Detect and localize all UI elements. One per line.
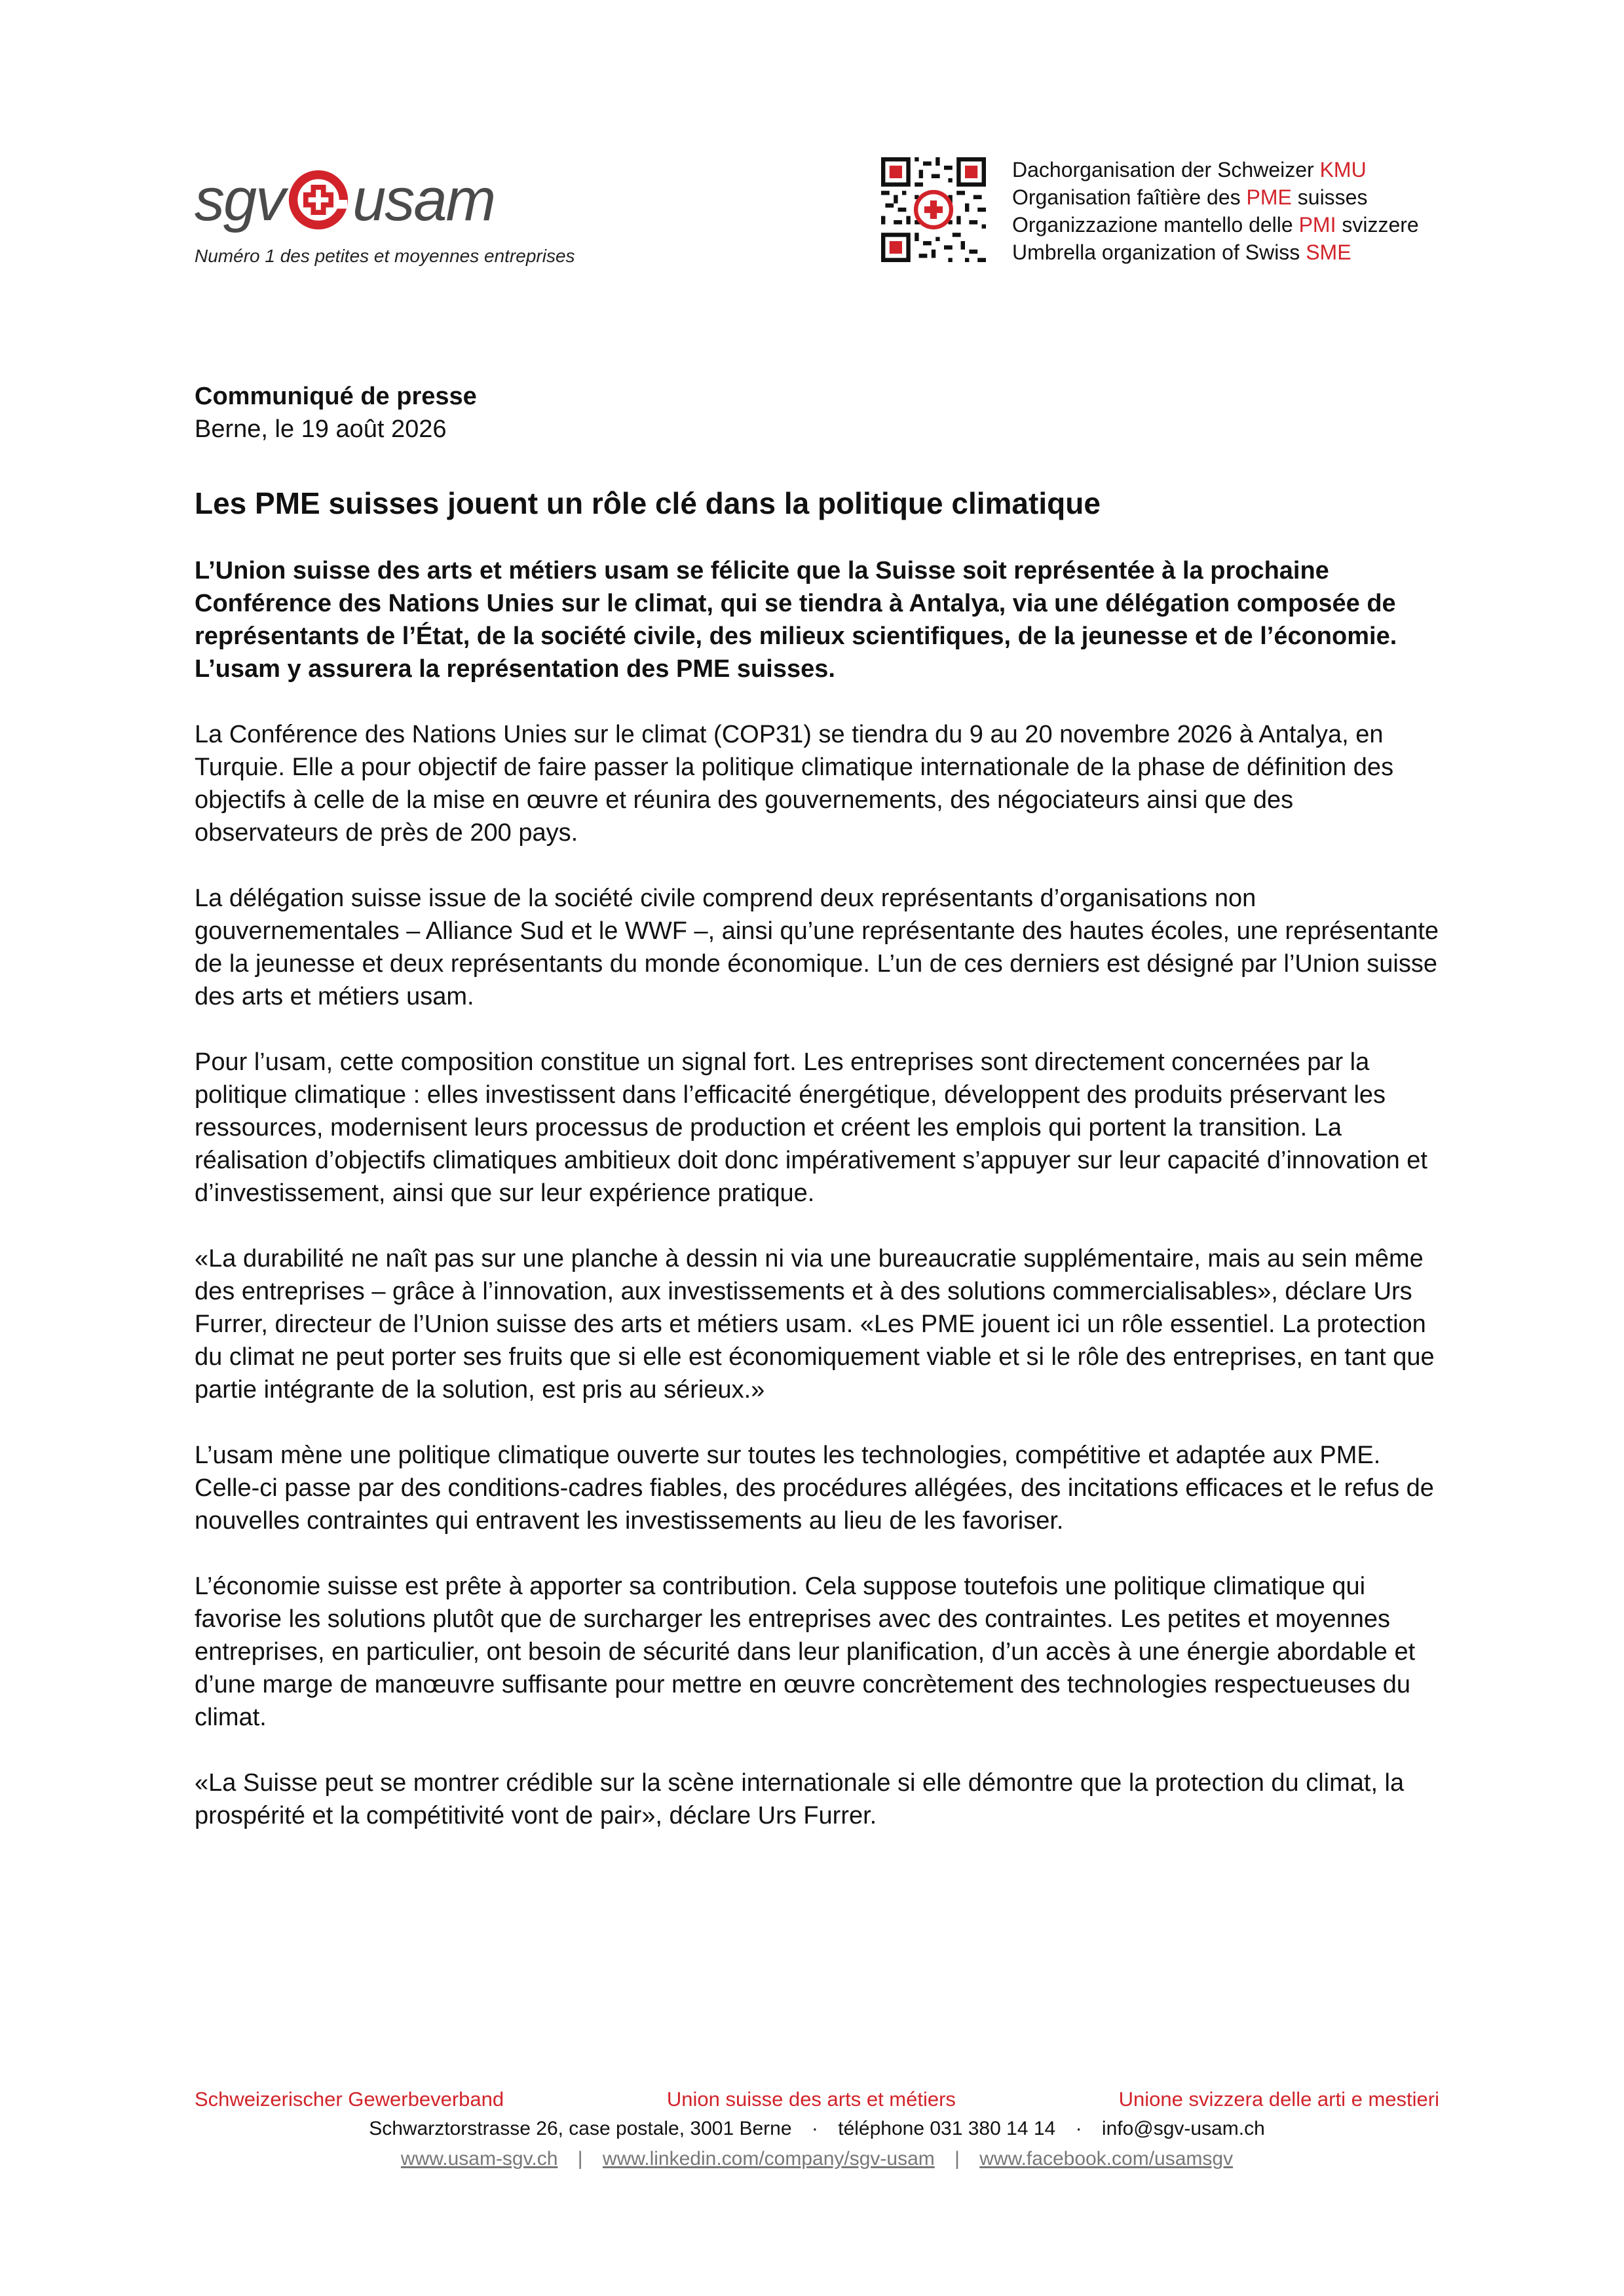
logo-wordmark: [195, 167, 495, 233]
swiss-cross-at-icon: [287, 168, 350, 231]
tagline: Numéro 1 des petites et moyennes entreprises: [195, 246, 575, 266]
footer-link-facebook[interactable]: www.facebook.com/usamsgv: [979, 2148, 1234, 2170]
dateline: Berne, le 19 août 2026: [195, 415, 447, 443]
footer-link-linkedin[interactable]: www.linkedin.com/company/sgv-usam: [602, 2148, 935, 2170]
footer-separator: ·: [1075, 2118, 1082, 2139]
usam-logo: [195, 167, 561, 246]
footer-org-de: Schweizerischer Gewerbeverband: [195, 2088, 504, 2111]
org-line-fr: Organisation faîtière des PME suisses: [1012, 185, 1368, 209]
body-paragraph-3: Pour l’usam, cette composition constitue un signal fort. Les entreprises sont directement concernées par la politique climatique : elles investissent dans l’efficacité énergétique, développent des produits préservant les ressources, modernisent leurs processus de production et créent les emplois qui portent la transition. La réalisation d’objectifs climatiques ambitieux doit donc impérativement s’appuyer sur leur capacité d’innovation et d’investissement, ainsi que sur leur expérience pratique.: [195, 1048, 1427, 1207]
body-paragraph-7: «La Suisse peut se montrer crédible sur la scène internationale si elle démontre que la protection du climat, la prospérité et la compétitivité vont de pair», déclare Urs Furrer.: [195, 1769, 1405, 1829]
footer-organization-names: [195, 2088, 1439, 2111]
qr-code-icon[interactable]: [881, 157, 986, 262]
footer-separator: ·: [811, 2118, 818, 2139]
footer-email[interactable]: info@sgv-usam.ch: [1101, 2118, 1265, 2139]
footer-link-separator: |: [577, 2148, 583, 2170]
footer-phone: téléphone 031 380 14 14: [838, 2118, 1056, 2139]
footer-org-fr: Union suisse des arts et métiers: [666, 2088, 956, 2111]
organization-taglines: [1012, 156, 1419, 266]
body-paragraph-1: La Conférence des Nations Unies sur le climat (COP31) se tiendra du 9 au 20 novembre 2026 à Antalya, en Turquie. Elle a pour objectif de faire passer la politique climatique internationale de la phase de définition des objectifs à celle de la mise en œuvre et réunira des gouvernements, des négociateurs ainsi que des observateurs de près de 200 pays.: [195, 721, 1394, 847]
footer-address: Schwarztorstrasse 26, case postale, 3001 Berne: [369, 2118, 792, 2139]
org-line-de: Dachorganisation der Schweizer KMU: [1012, 158, 1367, 182]
footer-link-website[interactable]: www.usam-sgv.ch: [400, 2148, 558, 2170]
footer-contact: [195, 2118, 1439, 2140]
press-release-body: [195, 380, 1439, 1865]
footer-links: [195, 2148, 1439, 2170]
body-paragraph-4: «La durabilité ne naît pas sur une planche à dessin ni via une bureaucratie supplémentaire, mais au sein même des entreprises – grâce à l’innovation, aux investissements et à des solutions commercialisables», déclare Urs Furrer, directeur de l’Union suisse des arts et métiers usam. «Les PME jouent ici un rôle essentiel. La protection du climat ne peut porter ses fruits que si elle est économiquement viable et si le rôle des entreprises, en tant que partie intégrante de la solution, est pris au sérieux.»: [195, 1245, 1435, 1404]
footer-org-it: Unione svizzera delle arti e mestieri: [1118, 2088, 1439, 2111]
org-line-it: Organizzazione mantello delle PMI svizzere: [1012, 213, 1419, 237]
logo-text-sgv: sgv: [195, 166, 285, 233]
body-paragraph-2: La délégation suisse issue de la société civile comprend deux représentants d’organisations non gouvernementales – Alliance Sud et le WWF –, ainsi qu’une représentante des hautes écoles, une représentante de la jeunesse et deux représentants du monde économique. L’un de ces derniers est désigné par l’Union suisse des arts et métiers usam.: [195, 885, 1439, 1010]
logo-text-usam: usam: [352, 166, 495, 233]
document-type-label: Communiqué de presse: [195, 383, 477, 410]
body-paragraph-5: L’usam mène une politique climatique ouverte sur toutes les technologies, compétitive et adaptée aux PME. Celle-ci passe par des conditions-cadres fiables, des procédures allégées, des incitations efficaces et le refus de nouvelles contraintes qui entravent les investissements au lieu de les favoriser.: [195, 1442, 1434, 1535]
page-title: Les PME suisses jouent un rôle clé dans la politique climatique: [195, 486, 1101, 520]
lead-paragraph: L’Union suisse des arts et métiers usam se félicite que la Suisse soit représentée à la prochaine Conférence des Nations Unies sur le climat, qui se tiendra à Antalya, via une délégation composée de représentants de l’État, de la société civile, des milieux scientifiques, de la jeunesse et de l’économie. L’usam y assurera la représentation des PME suisses.: [195, 557, 1397, 683]
org-line-en: Umbrella organization of Swiss SME: [1012, 240, 1351, 264]
footer-link-separator: |: [954, 2148, 960, 2170]
body-paragraph-6: L’économie suisse est prête à apporter sa contribution. Cela suppose toutefois une politique climatique qui favorise les solutions plutôt que de surcharger les entreprises avec des contraintes. Les petites et moyennes entreprises, en particulier, ont besoin de sécurité dans leur planification, d’un accès à une énergie abordable et d’une marge de manœuvre suffisante pour mettre en œuvre concrètement des technologies respectueuses du climat.: [195, 1573, 1416, 1731]
